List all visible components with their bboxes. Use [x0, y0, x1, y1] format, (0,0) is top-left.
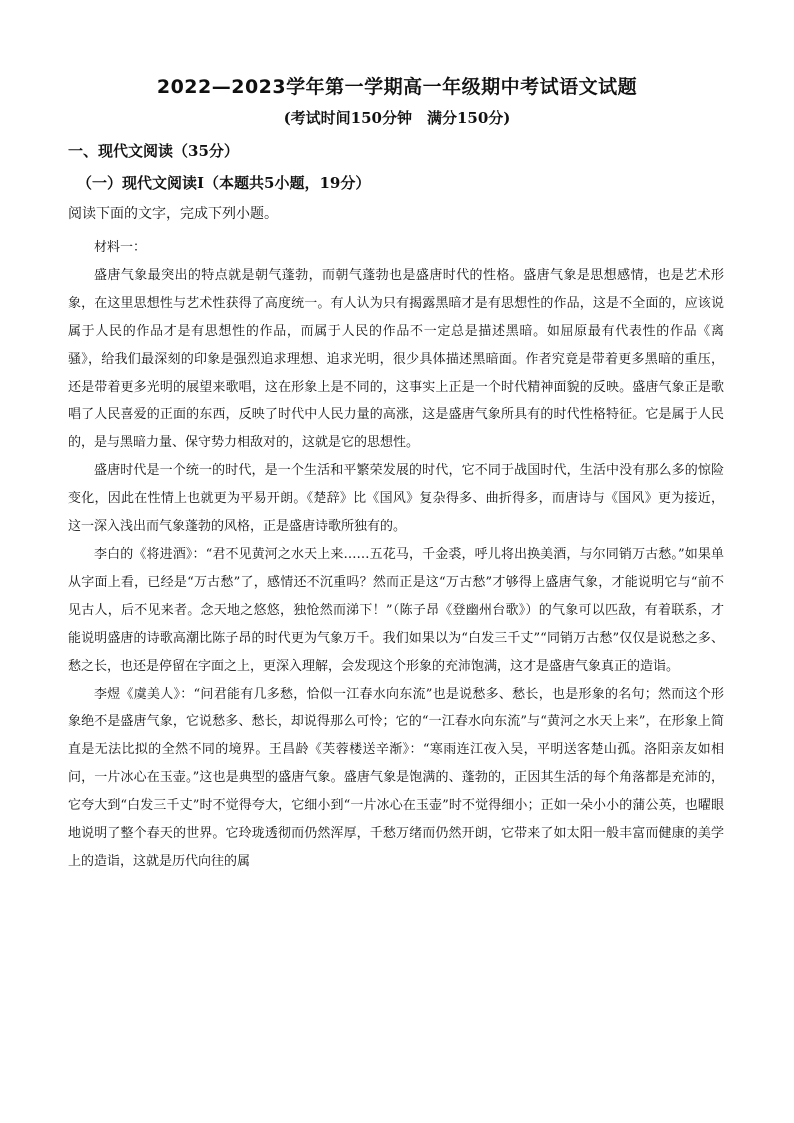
reading-instruction: 阅读下面的文字，完成下列小题。	[68, 206, 278, 222]
passage-paragraph: 盛唐气象最突出的特点就是朝气蓬勃，而朝气蓬勃也是盛唐时代的性格。盛唐气象是思想感情，也是艺术形象，在这里思想性与艺术性获得了高度统一。有人认为只有揭露黑暗才是有思想性的作品，这是不全面的，应该说属于人民的作品才是有思想性的作品，而属于人民的作品不一定总是描述黑暗。如屈原最有代表性的作品《离骚》，给我们最深刻的印象是强烈追求理想、追求光明，很少具体描述黑暗面。作者究竟是带着更多黑暗的重压，还是带着更多光明的展望来歌唱，这在形象上是不同的，这事实上正是一个时代精神面貌的反映。盛唐气象正是歌唱了人民喜爱的正面的东西，反映了时代中人民力量的高涨，这是盛唐气象所具有的时代性格特征。它是属于人民的，是与黑暗力量、保守势力相敌对的，这就是它的思想性。	[68, 267, 724, 451]
passage-paragraph: 李煜《虞美人》：“问君能有几多愁，恰似一江春水向东流”也是说愁多、愁长，也是形象的名句；然而这个形象绝不是盛唐气象，它说愁多、愁长，却说得那么可怜；它的“一江春水向东流”与“黄河之水天上来”，在形象上简直是无法比拟的全然不同的境界。王昌龄《芙蓉楼送辛渐》：“寒雨连江夜入吴，平明送客楚山孤。洛阳亲友如相问，一片冰心在玉壶。”这也是典型的盛唐气象。盛唐气象是饱满的、蓬勃的，正因其生活的每个角落都是充沛的，它夸大到“白发三千丈”时不觉得夸大，它细小到“一片冰心在玉壶”时不觉得细小；正如一朵小小的蒲公英，也曜眼地说明了整个春天的世界。它玲珑透彻而仍然浑厚，千愁万绪而仍然开朗，它带来了如太阳一般丰富而健康的美学上的造诣，这就是历代向往的属	[68, 686, 724, 869]
passage-body	[68, 234, 724, 876]
exam-title: 2022—2023学年第一学期高一年级期中考试语文试题	[156, 76, 638, 98]
exam-subtitle: (考试时间150分钟 满分150分)	[283, 109, 511, 127]
subsection-heading: （一）现代文阅读Ⅰ（本题共5小题，19分）	[77, 174, 371, 192]
material-label: 材料一：	[94, 240, 147, 255]
passage-paragraph: 李白的《将进酒》：“君不见黄河之水天上来……五花马，千金裘，呼儿将出换美酒，与尔同销万古愁。”如果单从字面上看，已经是“万古愁”了，感情还不沉重吗？然而正是这“万古愁”才够得上盛唐气象，才能说明它与“前不见古人，后不见来者。念天地之悠悠，独怆然而涕下！”（陈子昂《登幽州台歌》）的气象可以匹敌，有着联系，才能说明盛唐的诗歌高潮比陈子昂的时代更为气象万千。我们如果以为“白发三千丈”“同销万古愁”仅仅是说愁之多、愁之长，也还是停留在字面之上，更深入理解，会发现这个形象的充沛饱满，这才是盛唐气象真正的造诣。	[68, 546, 724, 674]
section-heading: 一、现代文阅读（35分）	[68, 142, 239, 160]
passage-paragraph: 盛唐时代是一个统一的时代，是一个生活和平繁荣发展的时代，它不同于战国时代，生活中没有那么多的惊险变化，因此在性情上也就更为平易开朗。《楚辞》比《国风》复杂得多、曲折得多，而唐诗与《国风》更为接近，这一深入浅出而气象蓬勃的风格，正是盛唐诗歌所独有的。	[68, 463, 724, 535]
